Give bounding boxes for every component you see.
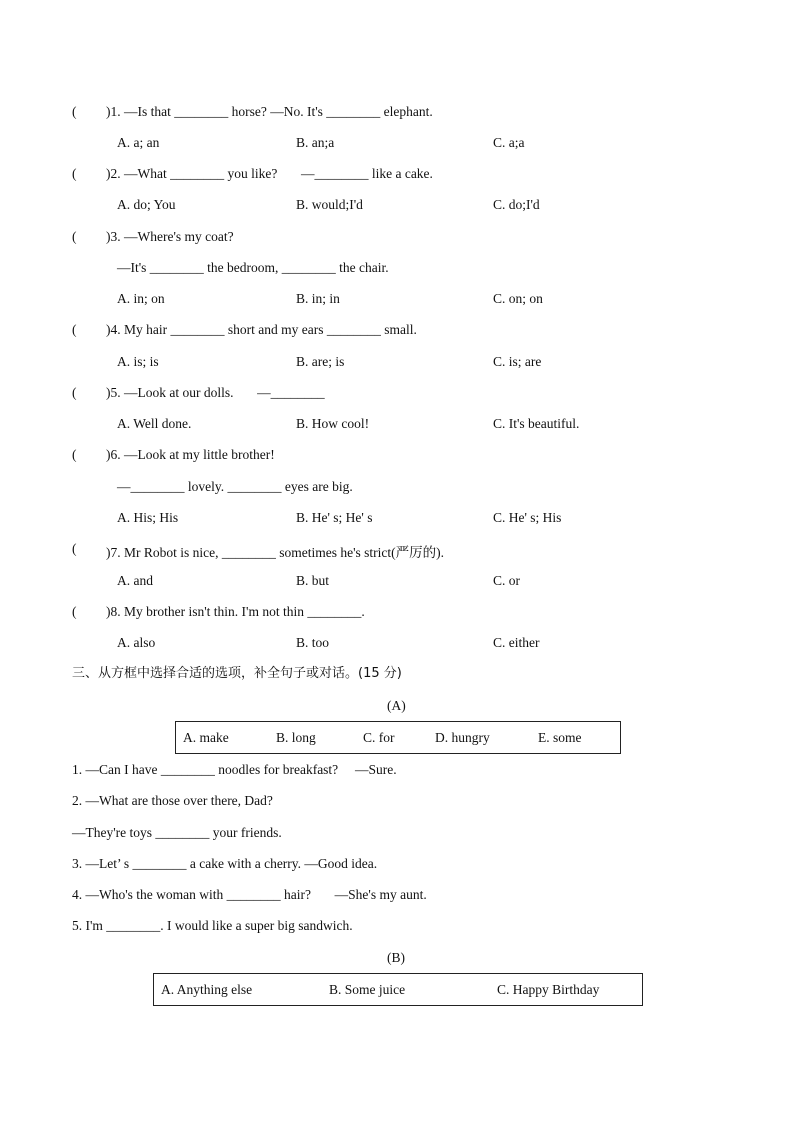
fill-item: 5. I'm ________. I would like a super big sandwich.	[72, 918, 353, 933]
option-c: C. either	[493, 635, 540, 650]
fill-item: 2. —What are those over there, Dad?	[72, 793, 273, 808]
word-box-b	[153, 973, 643, 1006]
answer-paren[interactable]: (	[72, 229, 77, 244]
question-continuation: —________ lovely. ________ eyes are big.	[117, 479, 353, 494]
part-a-label: (A)	[387, 698, 406, 713]
option-c: C. on; on	[493, 291, 543, 306]
question-stem: )4. My hair ________ short and my ears ________ small.	[106, 322, 417, 337]
option-b: B. an;a	[296, 135, 335, 150]
option-a: A. is; is	[117, 354, 159, 369]
fill-item: —They're toys ________ your friends.	[72, 825, 282, 840]
option-c: C. He' s; His	[493, 510, 562, 525]
answer-paren[interactable]: (	[72, 166, 77, 181]
option-a: A. His; His	[117, 510, 179, 525]
section-heading: 三、从方框中选择合适的选项，补全句子或对话。(15 分)	[72, 666, 402, 681]
answer-paren[interactable]: (	[72, 541, 77, 556]
word-option: A. make	[183, 730, 229, 745]
option-a: A. also	[117, 635, 156, 650]
fill-item: 1. —Can I have ________ noodles for breakfast? —Sure.	[72, 762, 397, 777]
option-c: C. do;I'd	[493, 197, 540, 212]
answer-paren[interactable]: (	[72, 385, 77, 400]
word-option: E. some	[538, 730, 582, 745]
word-option: B. long	[276, 730, 316, 745]
option-c: C. a;a	[493, 135, 525, 150]
answer-paren[interactable]: (	[72, 447, 77, 462]
word-option: C. for	[363, 730, 395, 745]
option-b: B. would;I'd	[296, 197, 363, 212]
option-a: A. Well done.	[117, 416, 192, 431]
word-box-a	[175, 721, 621, 754]
option-a: A. a; an	[117, 135, 160, 150]
option-c: C. is; are	[493, 354, 542, 369]
word-option: C. Happy Birthday	[497, 982, 600, 997]
option-b: B. are; is	[296, 354, 345, 369]
word-option: A. Anything else	[161, 982, 253, 997]
fill-item: 4. —Who's the woman with ________ hair? —She's my aunt.	[72, 887, 427, 902]
question-stem: )3. —Where's my coat?	[106, 229, 234, 244]
answer-paren[interactable]: (	[72, 604, 77, 619]
question-stem: )5. —Look at our dolls. —________	[106, 385, 325, 400]
option-b: B. He' s; He' s	[296, 510, 373, 525]
option-b: B. in; in	[296, 291, 340, 306]
option-a: A. in; on	[117, 291, 165, 306]
question-stem: )1. —Is that ________ horse? —No. It's ________ elephant.	[106, 104, 433, 119]
fill-item: 3. —Let’ s ________ a cake with a cherry. —Good idea.	[72, 856, 378, 871]
answer-paren[interactable]: (	[72, 104, 77, 119]
option-c: C. or	[493, 573, 520, 588]
question-stem: )6. —Look at my little brother!	[106, 447, 275, 462]
question-stem: )7. Mr Robot is nice, ________ sometimes he's strict(严厉的).	[106, 545, 445, 560]
word-option: B. Some juice	[329, 982, 406, 997]
word-option: D. hungry	[435, 730, 490, 745]
option-b: B. but	[296, 573, 330, 588]
question-continuation: —It's ________ the bedroom, ________ the chair.	[117, 260, 389, 275]
part-b-label: (B)	[387, 950, 405, 965]
question-stem: )8. My brother isn't thin. I'm not thin ________.	[106, 604, 365, 619]
option-c: C. It's beautiful.	[493, 416, 580, 431]
question-stem: )2. —What ________ you like? —________ like a cake.	[106, 166, 433, 181]
answer-paren[interactable]: (	[72, 322, 77, 337]
option-a: A. do; You	[117, 197, 176, 212]
option-a: A. and	[117, 573, 153, 588]
option-b: B. too	[296, 635, 330, 650]
option-b: B. How cool!	[296, 416, 370, 431]
